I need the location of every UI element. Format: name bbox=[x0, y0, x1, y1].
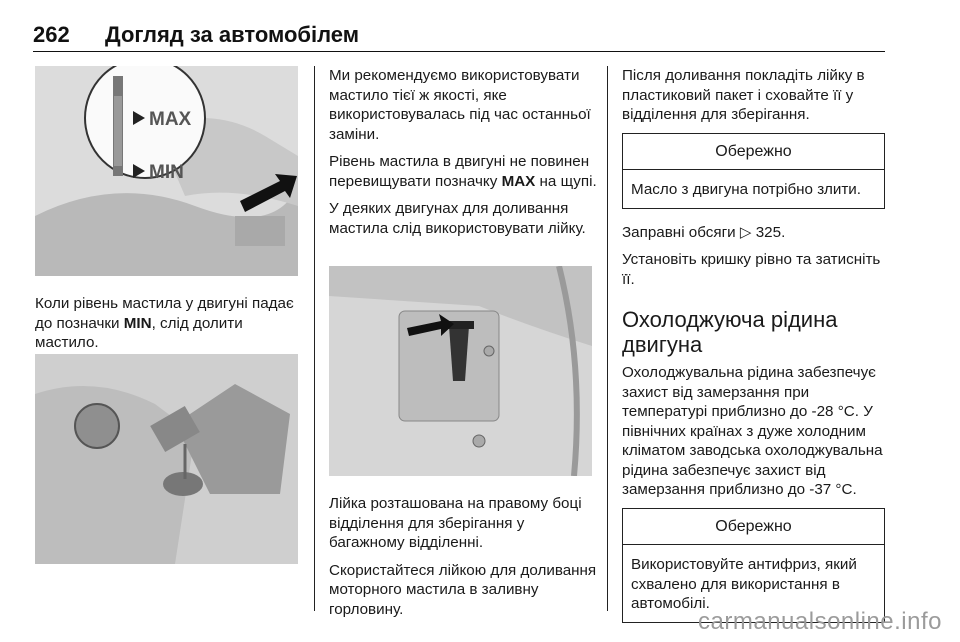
paragraph: У деяких двигунах для доливання мастила слід використовувати лійку. bbox=[329, 200, 586, 237]
column-1 bbox=[35, 294, 305, 361]
min-label: MIN bbox=[149, 162, 184, 183]
section-title: Охолоджуюча рідина двигуна bbox=[622, 307, 838, 357]
paragraph: Заправні обсяги ▷ 325. bbox=[622, 223, 786, 241]
column-2 bbox=[329, 66, 599, 246]
max-label: MAX bbox=[149, 109, 192, 130]
reference-arrow-icon: ▷ bbox=[739, 223, 756, 241]
oil-filling-figure bbox=[35, 354, 298, 564]
funnel-figure bbox=[329, 266, 592, 476]
caution-box bbox=[622, 508, 885, 623]
column-divider bbox=[607, 66, 608, 611]
caution-box bbox=[622, 133, 885, 209]
paragraph: Ми рекомендуємо використовувати мастило тієї ж якості, яке використовувалась під час останньої заміни. bbox=[329, 67, 591, 143]
caution-heading: Обережно bbox=[623, 134, 884, 171]
paragraph: Скористайтеся лійкою для доливання моторного мастила в заливну горловину. bbox=[329, 561, 597, 618]
page-number: 262 bbox=[33, 22, 70, 47]
paragraph: Лійка розташована на правому боці відділення для зберігання у багажному відділенні. bbox=[329, 495, 582, 551]
column-2-lower bbox=[329, 494, 599, 627]
paragraph: Рівень мастила в двигуні не повинен перевищувати позначку MAX на щупі. bbox=[329, 153, 597, 190]
column-3 bbox=[622, 66, 885, 623]
watermark: carmanualsonline.info bbox=[698, 608, 942, 635]
caution-text: Масло з двигуна потрібно злити. bbox=[631, 181, 862, 198]
column-divider bbox=[314, 66, 315, 611]
page-title: Догляд за автомобілем bbox=[105, 22, 360, 47]
paragraph: Установіть кришку рівно та затисніть її. bbox=[622, 251, 881, 288]
caution-text: Використовуйте антифриз, який схвалено для використання в автомобілі. bbox=[631, 556, 857, 612]
paragraph: Після доливання покладіть лійку в пластиковий пакет і сховайте її у відділення для зберігання. bbox=[622, 67, 865, 123]
page-header bbox=[33, 22, 359, 48]
paragraph: Коли рівень мастила у двигуні падає до позначки MIN, слід долити мастило. bbox=[35, 295, 294, 351]
paragraph: Охолоджувальна рідина забезпечує захист від замерзання при температурі приблизно до -28 °C. У північних країнах з дуже холодним кліматом заводська охолоджувальна рідина забезпечує захист від замерзання приблизно до -37 °C. bbox=[622, 364, 883, 498]
header-rule bbox=[33, 51, 885, 52]
dipstick-figure bbox=[35, 66, 298, 276]
caution-heading: Обережно bbox=[623, 509, 884, 546]
